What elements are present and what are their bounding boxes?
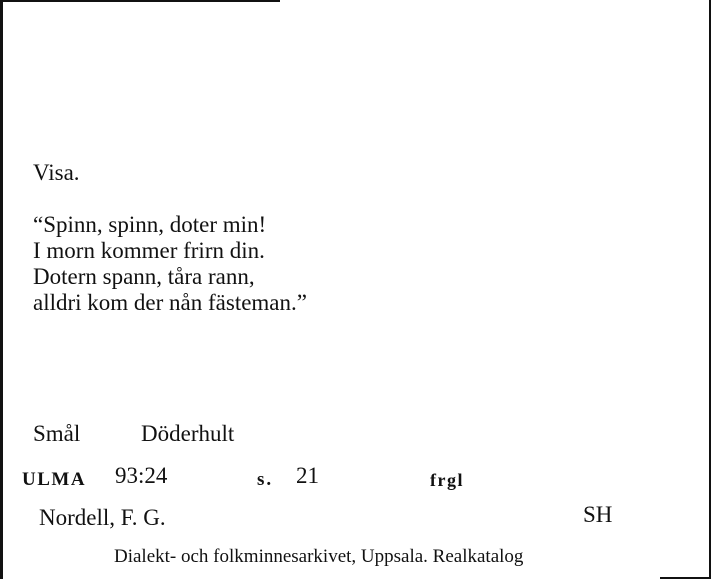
type-code: frgl — [430, 470, 464, 490]
province-label: Smål — [33, 421, 81, 446]
verse-line: I morn kommer frirn din. — [33, 238, 265, 263]
verse-line: “Spinn, spinn, doter min! — [33, 212, 267, 237]
archive-footer: Dialekt- och folkminnesarkivet, Uppsala. Realkatalog — [114, 546, 524, 567]
verse-line: Dotern spann, tåra rann, — [33, 264, 255, 289]
collector-name: Nordell, F. G. — [39, 505, 166, 530]
signature-initials: SH — [583, 502, 613, 527]
page-number: 21 — [296, 463, 319, 488]
archive-code: ULMA — [22, 469, 87, 490]
verse-line: alldri kom der nån fästeman.” — [33, 290, 307, 315]
card-heading: Visa. — [33, 160, 80, 185]
verse-block — [33, 212, 307, 316]
archive-number: 93:24 — [115, 463, 168, 488]
page-label: s. — [257, 469, 274, 490]
card-border-top — [0, 0, 280, 2]
card-border-left — [0, 0, 3, 579]
parish-label: Döderhult — [141, 421, 235, 446]
